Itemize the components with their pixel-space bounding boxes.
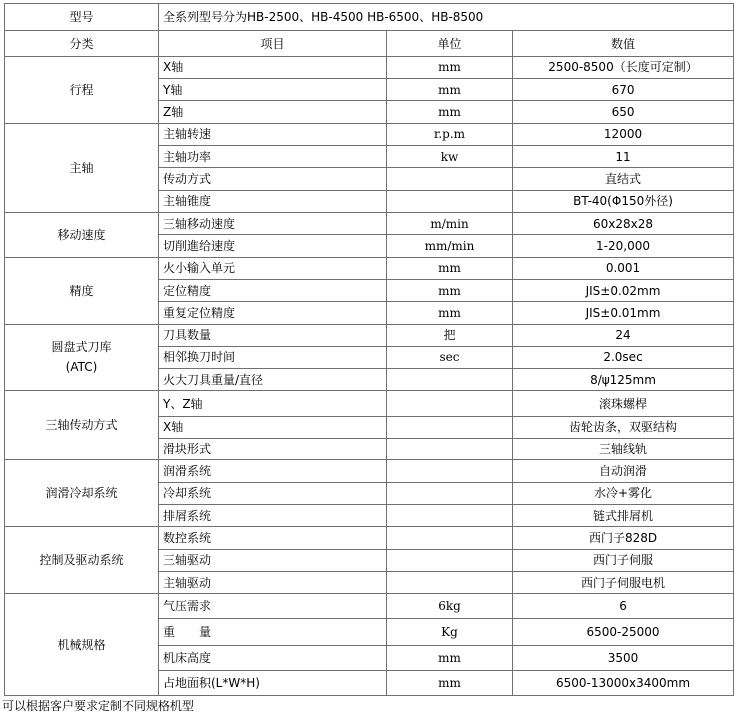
row-item: 主轴转速 — [159, 123, 387, 145]
row-unit: Kg — [387, 618, 513, 645]
row-unit: kw — [387, 146, 513, 168]
row-unit — [387, 482, 513, 504]
row-value: 24 — [513, 324, 734, 346]
group-name: 行程 — [5, 56, 159, 123]
group-name: 圆盘式刀库 (ATC) — [5, 324, 159, 391]
row-item: 排屑系统 — [159, 505, 387, 527]
row-unit: mm — [387, 302, 513, 324]
group-name: 主轴 — [5, 123, 159, 212]
row-unit — [387, 505, 513, 527]
group-name: 润滑冷却系统 — [5, 460, 159, 527]
row-item: 机床高度 — [159, 646, 387, 671]
row-item: 切削進给速度 — [159, 235, 387, 257]
row-value: 2.0sec — [513, 346, 734, 368]
row-value: 自动润滑 — [513, 460, 734, 482]
row-value: BT-40(Φ150外径) — [513, 190, 734, 212]
footnote: 可以根据客户要求定制不同规格机型 — [2, 699, 195, 713]
row-value: 8/ψ125mm — [513, 369, 734, 391]
row-item: 占地面积(L*W*H) — [159, 671, 387, 696]
row-item: 主轴驱动 — [159, 571, 387, 593]
row-item: Y、Z轴 — [159, 391, 387, 416]
row-unit: mm/min — [387, 235, 513, 257]
row-unit — [387, 571, 513, 593]
row-value: 齿轮齿条，双驱结构 — [513, 416, 734, 438]
table-row — [5, 257, 734, 279]
row-value: 60x28x28 — [513, 212, 734, 234]
row-unit — [387, 527, 513, 549]
row-value: 650 — [513, 101, 734, 123]
row-unit: m/min — [387, 212, 513, 234]
row-value: 11 — [513, 146, 734, 168]
group-name: 控制及驱动系统 — [5, 527, 159, 594]
table-row — [5, 324, 734, 346]
row-item: 重复定位精度 — [159, 302, 387, 324]
row-value: 670 — [513, 79, 734, 101]
row-item: 定位精度 — [159, 279, 387, 301]
row-value: 6500-13000x3400mm — [513, 671, 734, 696]
row-value: 西门子828D — [513, 527, 734, 549]
row-item: 冷却系统 — [159, 482, 387, 504]
row-value: 三轴线轨 — [513, 439, 734, 460]
row-item: X轴 — [159, 56, 387, 78]
header-category: 分类 — [5, 31, 159, 56]
header-row — [5, 31, 734, 56]
header-item: 项目 — [159, 31, 387, 56]
table-row — [5, 123, 734, 145]
row-item: 刀具数量 — [159, 324, 387, 346]
row-item: Z轴 — [159, 101, 387, 123]
row-item: 主轴锥度 — [159, 190, 387, 212]
row-unit: 6kg — [387, 594, 513, 618]
row-value: JIS±0.02mm — [513, 279, 734, 301]
row-unit — [387, 391, 513, 416]
group-name: 三轴传动方式 — [5, 391, 159, 460]
row-item: 传动方式 — [159, 168, 387, 190]
row-item: 三轴移动速度 — [159, 212, 387, 234]
row-unit: mm — [387, 279, 513, 301]
row-value: 3500 — [513, 646, 734, 671]
row-value: 6 — [513, 594, 734, 618]
row-item: 数控系统 — [159, 527, 387, 549]
row-item: 润滑系统 — [159, 460, 387, 482]
row-item: 火大刀具重量/直径 — [159, 369, 387, 391]
header-value: 数值 — [513, 31, 734, 56]
row-unit: mm — [387, 671, 513, 696]
row-unit: sec — [387, 346, 513, 368]
row-unit: r.p.m — [387, 123, 513, 145]
row-unit: mm — [387, 79, 513, 101]
spec-table — [4, 3, 734, 696]
row-value: 1-20,000 — [513, 235, 734, 257]
row-item: 重 量 — [159, 618, 387, 645]
row-value: 12000 — [513, 123, 734, 145]
row-item: 主轴功率 — [159, 146, 387, 168]
table-row — [5, 460, 734, 482]
row-unit: 把 — [387, 324, 513, 346]
row-unit — [387, 439, 513, 460]
row-unit: mm — [387, 101, 513, 123]
group-name: 移动速度 — [5, 212, 159, 257]
table-row — [5, 391, 734, 416]
model-value: 全系列型号分为HB-2500、HB-4500 HB-6500、HB-8500 — [159, 4, 734, 31]
row-item: 相邻换刀时间 — [159, 346, 387, 368]
row-unit: mm — [387, 56, 513, 78]
row-item: X轴 — [159, 416, 387, 438]
row-value: 6500-25000 — [513, 618, 734, 645]
row-value: 0.001 — [513, 257, 734, 279]
row-value: 直结式 — [513, 168, 734, 190]
row-value: 2500-8500（长度可定制） — [513, 56, 734, 78]
row-item: 气压需求 — [159, 594, 387, 618]
row-unit — [387, 549, 513, 571]
row-unit — [387, 460, 513, 482]
row-unit — [387, 168, 513, 190]
row-value: 水冷+雾化 — [513, 482, 734, 504]
group-name: 精度 — [5, 257, 159, 324]
table-row — [5, 594, 734, 618]
table-row — [5, 56, 734, 78]
row-unit: mm — [387, 646, 513, 671]
row-unit — [387, 416, 513, 438]
row-item: 三轴驱动 — [159, 549, 387, 571]
row-value: 滚珠螺桿 — [513, 391, 734, 416]
row-value: 西门子伺服 — [513, 549, 734, 571]
row-value: JIS±0.01mm — [513, 302, 734, 324]
group-name: 机械规格 — [5, 594, 159, 696]
row-item: 滑块形式 — [159, 439, 387, 460]
table-row — [5, 212, 734, 234]
row-unit — [387, 190, 513, 212]
row-value: 链式排屑机 — [513, 505, 734, 527]
row-unit — [387, 369, 513, 391]
model-label: 型号 — [5, 4, 159, 31]
header-unit: 单位 — [387, 31, 513, 56]
row-value: 西门子伺服电机 — [513, 571, 734, 593]
row-item: 火小输入单元 — [159, 257, 387, 279]
row-item: Y轴 — [159, 79, 387, 101]
table-row — [5, 527, 734, 549]
row-unit: mm — [387, 257, 513, 279]
model-row — [5, 4, 734, 31]
